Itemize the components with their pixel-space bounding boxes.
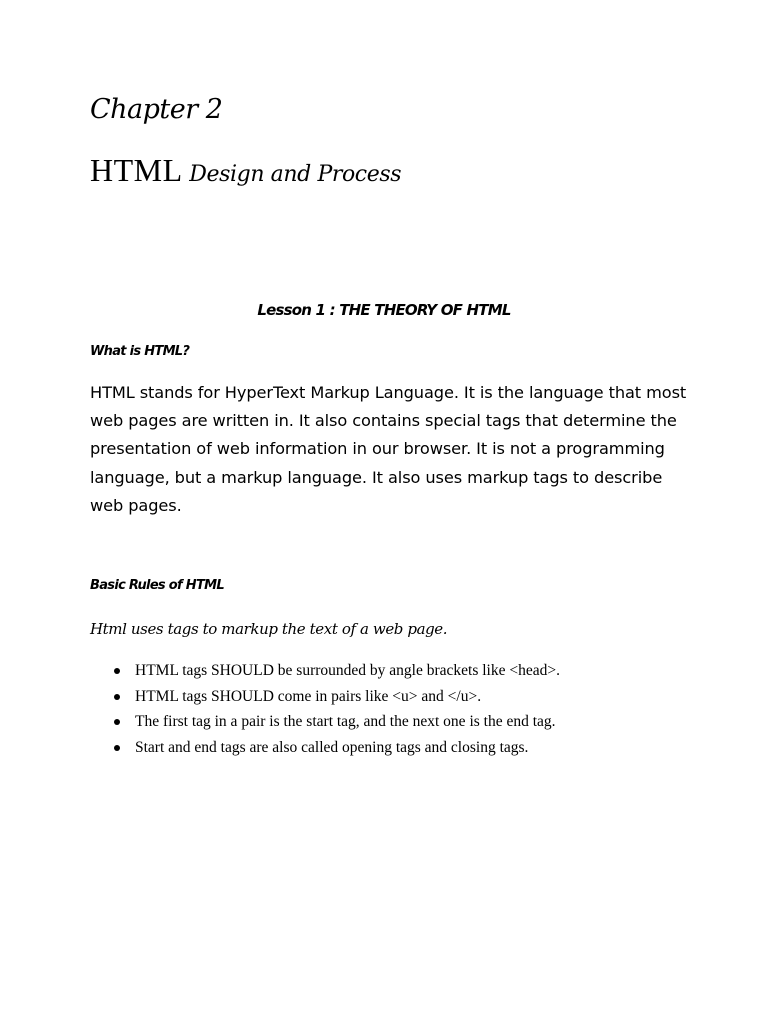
chapter-label: Chapter 2: [90, 94, 223, 125]
chapter-title: [90, 150, 401, 195]
list-item-text: HTML tags SHOULD be surrounded by angle brackets like <head>.: [135, 662, 560, 679]
list-item: [112, 709, 560, 735]
chapter-title-rest: Design and Process: [182, 162, 402, 187]
list-item: [112, 684, 560, 710]
bullet-icon: [114, 694, 120, 700]
bullet-icon: [114, 668, 120, 674]
bullet-icon: [114, 745, 120, 751]
what-is-html-paragraph: HTML stands for HyperText Markup Language. It is the language that most web pages are written in. It also contains special tags that determine the presentation of web information in our browser. It is not a programming language, but a markup language. It also uses markup tags to describe web pages.: [90, 383, 687, 515]
chapter-title-html: HTML: [90, 152, 183, 188]
list-item: [112, 658, 560, 684]
list-item-text: HTML tags SHOULD come in pairs like <u> and </u>.: [135, 687, 482, 705]
basic-rules-heading: Basic Rules of HTML: [90, 578, 224, 593]
what-is-html-heading: What is HTML?: [90, 344, 190, 359]
basic-rules-intro: Html uses tags to markup the text of a web page.: [90, 620, 448, 638]
list-item-text: The first tag in a pair is the start tag, and the next one is the end tag.: [135, 713, 556, 730]
basic-rules-list: [112, 658, 560, 760]
list-item-text: Start and end tags are also called opening tags and closing tags.: [135, 738, 529, 756]
lesson-heading: Lesson 1 : THE THEORY OF HTML: [257, 301, 511, 319]
list-item: [112, 735, 560, 761]
bullet-icon: [114, 719, 120, 725]
